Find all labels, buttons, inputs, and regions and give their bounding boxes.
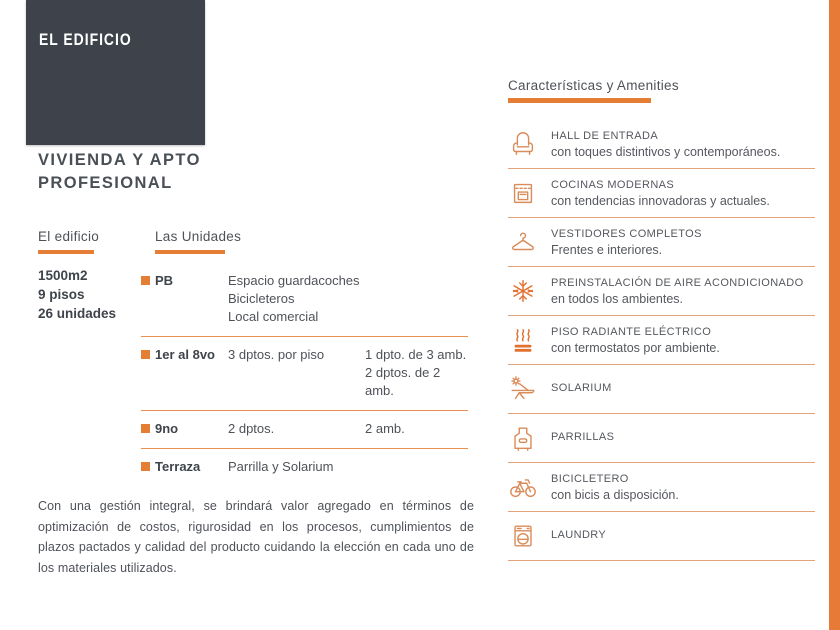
building-facts-section [38,229,148,323]
unit-floor-label: 1er al 8vo [155,347,215,362]
amenity-title: LAUNDRY [551,528,607,541]
amenity-subtitle: con toques distintivos y contemporáneos. [551,144,781,159]
unit-detail [228,458,365,476]
amenity-subtitle: con tendencias innovadoras y actuales. [551,193,770,208]
unit-detail-line: 1 dpto. de 3 amb. [365,347,467,362]
armchair-icon [508,129,538,159]
building-stats [38,266,148,323]
hero-panel [26,0,205,145]
management-description: Con una gestión integral, se brindará valor agregado en términos de optimización de costos, rigurosidad en los procesos, cumplimientos de plazos pactados y calidad del producto cuidando la elección en cada uno de los materiales utilizados. [38,499,474,575]
bicycle-icon [508,472,538,502]
accent-side-bar [829,0,840,630]
square-bullet-icon [141,462,150,471]
amenity-title: COCINAS MODERNAS [551,178,675,191]
stat-surface: 1500m2 [38,268,88,283]
unit-floor-label: 9no [155,421,179,436]
unit-detail [228,272,365,326]
page-title: VIVIENDA Y APTO PROFESIONAL [38,151,201,192]
amenity-subtitle: con termostatos por ambiente. [551,340,720,355]
units-section [141,229,468,486]
building-label-underline [38,250,94,254]
amenity-item-laundry [508,512,815,561]
unit-row-terraza [141,449,468,486]
amenities-section-label: Características y Amenities [508,78,679,93]
hero-title: EL EDIFICIO [39,30,132,49]
amenity-subtitle: Frentes e interiores. [551,242,663,257]
amenity-item-hall [508,120,815,169]
stat-floors: 9 pisos [38,287,85,302]
snowflake-icon [508,276,538,306]
unit-detail-line: Bicicleteros [228,291,295,306]
unit-detail-line: Parrilla y Solarium [228,459,334,474]
amenities-section [508,78,815,561]
unit-detail-line: 2 dptos. de 2 amb. [365,365,441,398]
radiant-floor-icon [508,325,538,355]
amenity-subtitle: en todos los ambientes. [551,291,684,306]
amenity-subtitle: con bicis a disposición. [551,487,679,502]
hanger-icon [508,227,538,257]
square-bullet-icon [141,350,150,359]
amenity-title: PARRILLAS [551,430,615,443]
amenity-title: PISO RADIANTE ELÉCTRICO [551,325,712,338]
square-bullet-icon [141,276,150,285]
unit-floor [141,458,228,476]
units-table [141,263,468,486]
amenity-title: HALL DE ENTRADA [551,129,659,142]
unit-floor [141,420,228,438]
stat-units: 26 unidades [38,306,117,321]
washing-machine-icon [508,521,538,551]
amenity-item-parrillas [508,414,815,463]
unit-detail-extra [365,272,468,326]
amenity-item-piso-radiante [508,316,815,365]
unit-floor-label: PB [155,273,174,288]
square-bullet-icon [141,424,150,433]
unit-row-9 [141,411,468,449]
unit-detail-line: 2 dptos. [228,421,275,436]
unit-detail-extra [365,458,468,476]
units-section-label: Las Unidades [155,229,242,244]
amenity-item-aire [508,267,815,316]
amenity-item-cocinas [508,169,815,218]
unit-detail [228,420,365,438]
unit-detail-line: Local comercial [228,309,319,324]
amenity-item-bicicletero [508,463,815,512]
amenity-title: PREINSTALACIÓN DE AIRE ACONDICIONADO [551,276,804,289]
amenities-list [508,120,815,561]
amenity-title: SOLARIUM [551,381,612,394]
unit-row-pb [141,263,468,337]
unit-floor [141,272,228,326]
amenity-title: VESTIDORES COMPLETOS [551,227,702,240]
unit-row-1-8 [141,337,468,411]
unit-detail-line: 2 amb. [365,421,405,436]
amenities-label-underline [508,98,651,103]
amenity-item-solarium [508,365,815,414]
lounge-chair-icon [508,374,538,404]
unit-detail-extra [365,346,468,400]
oven-icon [508,178,538,208]
units-label-underline [155,250,225,254]
amenity-item-vestidores [508,218,815,267]
unit-detail [228,346,365,400]
building-section-label: El edificio [38,229,100,244]
grill-icon [508,423,538,453]
unit-floor [141,346,228,400]
unit-detail-extra [365,420,468,438]
unit-floor-label: Terraza [155,459,201,474]
amenity-title: BICICLETERO [551,472,629,485]
unit-detail-line: Espacio guardacoches [228,273,360,288]
unit-detail-line: 3 dptos. por piso [228,347,325,362]
